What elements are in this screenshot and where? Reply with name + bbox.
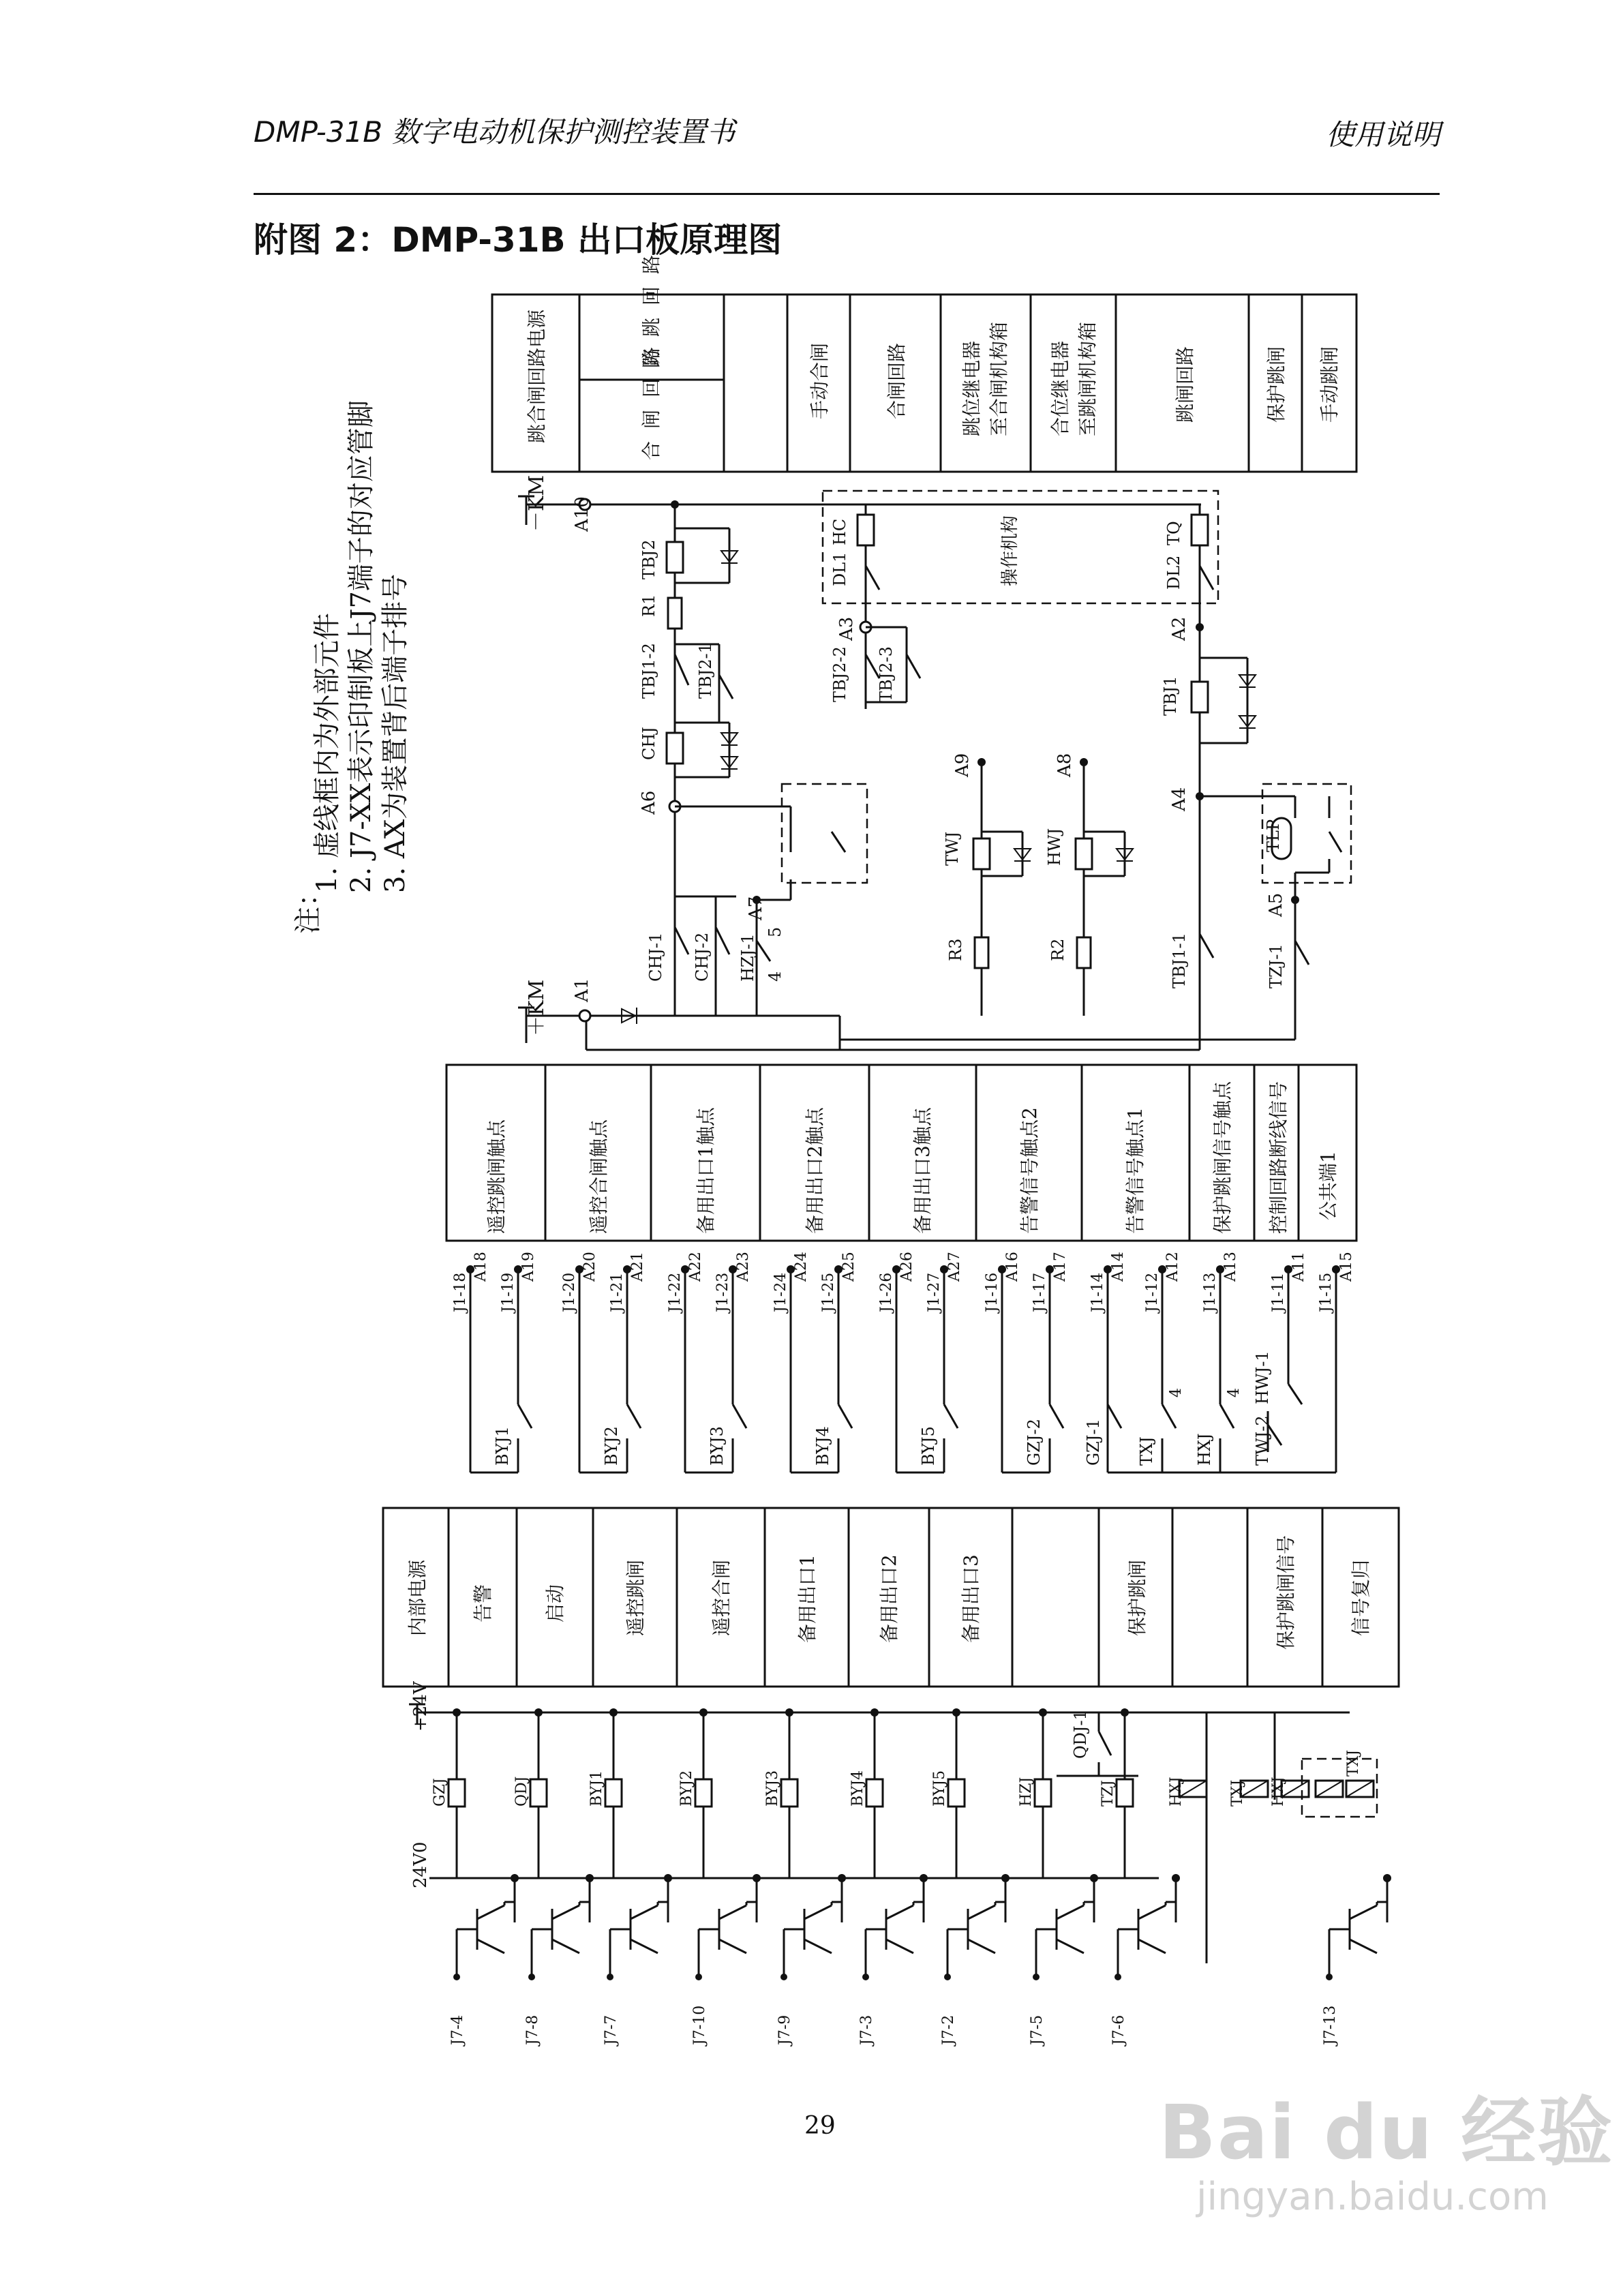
header-right-label: 使用说明 [1325, 118, 1440, 151]
pin-a-label: A21 [629, 1252, 646, 1282]
pin-j-label: J1-12 [1144, 1272, 1161, 1312]
pin-a-label: A23 [735, 1252, 752, 1282]
relay-coil [513, 1708, 547, 1878]
pin-j-label: J1-13 [1202, 1272, 1219, 1312]
pin-a-label: A15 [1338, 1252, 1355, 1282]
terminal-a3: A3 [836, 616, 857, 641]
tbj1-coil: TBJ1 [1161, 676, 1180, 716]
coil-label: BYJ5 [931, 1770, 948, 1807]
bottom-table-cell-4: 遥控合闸 [710, 1559, 733, 1636]
relay-coil [431, 1708, 465, 1878]
dl1-contact: DL1 [830, 552, 849, 586]
notes-prefix: 注： [292, 879, 324, 934]
tq-coil: TQ [1164, 521, 1183, 545]
r1-resistor: R1 [639, 594, 658, 617]
r3-resistor: R3 [946, 938, 965, 961]
relay-coil [849, 1708, 883, 1878]
pin-j-label: J1-22 [667, 1272, 684, 1312]
byj2-label: BYJ2 [602, 1426, 621, 1466]
pin-a-label: A20 [581, 1252, 598, 1282]
terminal-a8: A8 [1055, 753, 1075, 777]
tbj1-2-contact: TBJ1-2 [639, 643, 658, 699]
dl2-contact: DL2 [1164, 555, 1183, 590]
pin-j-label: J1-19 [500, 1272, 517, 1312]
driver-transistor [524, 1874, 594, 2046]
chj-coil: CHJ [639, 727, 658, 760]
note-3: 3. AX为装置背后端子排号 [380, 573, 411, 893]
byj5-group [896, 1312, 958, 1472]
top-table-cell-6a: 合位继电器 [1049, 340, 1072, 436]
driver-transistor [603, 1874, 672, 2046]
coil-label: HXJ [1168, 1777, 1185, 1807]
bottom-table-cell-0: 内部电源 [406, 1559, 429, 1636]
driver-transistor [1029, 1874, 1098, 2046]
mid-table-cell-3: 备用出口2触点 [804, 1107, 826, 1234]
top-table [492, 243, 1356, 472]
terminal-a10: A10 [572, 496, 592, 532]
figure-title: 附图 2：DMP-31B 出口板原理图 [254, 220, 783, 260]
mechanism-label: 操作机构 [1000, 515, 1020, 586]
bottom-table-cell-6: 备用出口2 [878, 1554, 900, 1643]
pin-j-label: J1-26 [878, 1272, 895, 1312]
coil-label: GZJ [431, 1778, 449, 1807]
hwj-1-label: HWJ-1 [1253, 1350, 1272, 1404]
relay-coil [1229, 1780, 1268, 1807]
terminal-a2: A2 [1169, 616, 1189, 641]
relay-coil [764, 1708, 798, 1878]
top-circuit [518, 475, 1351, 1050]
top-table-cell-7: 跳闸回路 [1174, 346, 1196, 423]
terminal-a6: A6 [639, 790, 659, 815]
pin-j-label: J1-24 [772, 1272, 789, 1312]
twj-coil: TWJ [943, 831, 962, 866]
top-table-cell-0: 跳合闸回路电源 [526, 309, 548, 443]
mid-table-cell-5: 告警信号触点2 [1018, 1107, 1041, 1234]
byj1-group [470, 1312, 532, 1472]
terminal-a9: A9 [952, 753, 973, 777]
gzj-group [1002, 1312, 1121, 1472]
relay-coil [1018, 1708, 1051, 1878]
driver-transistor [1322, 1874, 1391, 2046]
coil-label: BYJ3 [764, 1770, 781, 1807]
pin-a-label: A14 [1110, 1252, 1127, 1282]
tbj2-1-contact: TBJ2-1 [696, 643, 715, 699]
relay-coil [588, 1708, 622, 1878]
terminal-a4: A4 [1169, 787, 1189, 811]
pin-4-mid-a: 4 [1168, 1388, 1185, 1398]
top-table-cell-5b: 至合闸机构箱 [988, 321, 1010, 436]
watermark-logo: Bai du 经验 [1159, 2089, 1614, 2176]
pin-a-label: A12 [1164, 1252, 1181, 1282]
twj-2-label: TWJ-2 [1253, 1415, 1272, 1466]
bottom-table-cell-9: 保护跳闸 [1126, 1559, 1149, 1636]
pin-a-label: A18 [472, 1252, 489, 1282]
pin-4-mid-b: 4 [1226, 1388, 1243, 1398]
coil-label: TXJ [1229, 1779, 1246, 1807]
note-1: 1. 虚线框内为外部元件 [312, 613, 343, 893]
top-table-cell-8: 保护跳闸 [1265, 346, 1288, 423]
top-table-cell-3: 手动合闸 [808, 342, 831, 419]
driver-pin-label: J7-3 [858, 2014, 875, 2045]
notes-block [292, 400, 411, 934]
gzj-1-label: GZJ-1 [1084, 1419, 1103, 1466]
mid-circuit [452, 1252, 1355, 1472]
top-table-cell-9: 手动跳闸 [1318, 346, 1341, 423]
pin-a-label: A17 [1052, 1252, 1069, 1282]
operating-mechanism-box [823, 491, 1218, 603]
top-table-cell-1b: 合闸回路 [640, 334, 663, 460]
bottom-circuit [409, 1680, 1391, 2046]
top-table-cell-6b: 至跳闸机构箱 [1076, 321, 1099, 436]
hwj-coil: HWJ [1045, 828, 1064, 866]
top-table-cell-5a: 跳位继电器 [960, 340, 983, 436]
txj-contact-label: TXJ [1137, 1436, 1156, 1466]
coil-label: QDJ [513, 1776, 530, 1807]
byj3-group [685, 1312, 746, 1472]
bottom-table-cell-11: 保护跳闸信号 [1275, 1535, 1297, 1650]
relay-coil [1270, 1777, 1309, 1807]
bottom-table-cell-12: 信号复归 [1350, 1559, 1372, 1636]
driver-pin-label: J7-8 [524, 2014, 541, 2045]
mid-table-cell-9: 公共端1 [1317, 1151, 1339, 1220]
tbj2-coil: TBJ2 [639, 539, 658, 579]
bottom-table-cell-7: 备用出口3 [960, 1554, 982, 1643]
mid-table-cell-8: 控制回路断线信号 [1267, 1081, 1290, 1234]
relay-coil [931, 1708, 965, 1878]
tlp-label: TLP [1264, 819, 1283, 852]
r2-resistor: R2 [1048, 938, 1067, 961]
byj4-group [791, 1312, 852, 1472]
pin-a-label: A24 [793, 1252, 810, 1282]
terminal-a7: A7 [746, 896, 766, 920]
pin-a-label: A27 [946, 1252, 963, 1282]
rail-24v-label: +24V [410, 1681, 431, 1732]
driver-transistor [940, 1874, 1010, 2046]
tbj2-3-contact: TBJ2-3 [877, 646, 896, 702]
byj5-label: BYJ5 [919, 1426, 938, 1466]
tzj-1-contact: TZJ-1 [1266, 943, 1286, 988]
terminal-a1: A1 [572, 978, 592, 1002]
relay-coil [678, 1708, 712, 1878]
pin-a-label: A25 [840, 1252, 858, 1282]
byj3-label: BYJ3 [708, 1426, 727, 1466]
pin-4-top: 4 [765, 971, 785, 982]
mid-table-cell-2: 备用出口1触点 [695, 1107, 717, 1234]
header-title: DMP-31B 数字电动机保护测控装置书 [254, 115, 735, 149]
driver-transistor [691, 1874, 761, 2046]
tbj2-2-contact: TBJ2-2 [830, 646, 849, 702]
tbj1-1-contact: TBJ1-1 [1170, 933, 1189, 988]
driver-pin-label: J7-10 [691, 2005, 708, 2045]
coil-label: BYJ1 [588, 1770, 605, 1807]
pin-j-label: J1-20 [561, 1272, 578, 1312]
driver-pin-label: J7-5 [1029, 2014, 1046, 2045]
pin-a-label: A13 [1222, 1252, 1239, 1282]
mid-table [446, 1065, 1356, 1241]
pin-j-label: J1-27 [926, 1272, 943, 1312]
neg-rail-label: －KM [525, 474, 549, 532]
pin-a-label: A16 [1004, 1252, 1021, 1282]
mid-table-cell-7: 保护跳闸信号触点 [1211, 1081, 1234, 1234]
chj-1-contact: CHJ-1 [646, 932, 665, 982]
chj-2-contact: CHJ-2 [693, 932, 712, 982]
pin-j-label: J1-16 [984, 1272, 1001, 1312]
driver-pin-label: J7-9 [776, 2014, 793, 2045]
bottom-table-cell-1: 告警 [472, 1584, 494, 1622]
pos-rail-label: ＋KM [525, 979, 549, 1036]
coil-label: BYJ4 [849, 1770, 866, 1807]
driver-transistor [449, 1874, 519, 2046]
relay-coil [1168, 1777, 1207, 1807]
coil-label: HZJ [1018, 1777, 1035, 1807]
terminal-a5: A5 [1266, 892, 1286, 917]
gzj-2-label: GZJ-2 [1025, 1419, 1044, 1466]
pin-j-label: J1-21 [609, 1272, 626, 1312]
mid-table-cell-0: 遥控跳闸触点 [485, 1119, 508, 1234]
coil-label: TZJ [1099, 1780, 1117, 1807]
pin-j-label: J1-17 [1031, 1272, 1048, 1312]
pin-j-label: J1-18 [452, 1272, 469, 1312]
driver-pin-label: J7-4 [449, 2014, 466, 2045]
pin-j-label: J1-25 [820, 1272, 837, 1312]
watermark-url: jingyan.baidu.com [1196, 2175, 1549, 2219]
txj-coil-b: TXJ [1345, 1749, 1362, 1777]
hzj-1-contact: HZJ-1 [738, 933, 757, 982]
mid-table-cell-1: 遥控合闸触点 [588, 1119, 610, 1234]
pin-5-top: 5 [765, 926, 785, 937]
driver-pin-label: J7-6 [1110, 2014, 1127, 2045]
coil-label: BYJ2 [678, 1770, 695, 1807]
mid-table-cell-4: 备用出口3触点 [911, 1107, 934, 1234]
pin-a-label: A11 [1290, 1252, 1307, 1282]
driver-pin-label: J7-2 [940, 2014, 957, 2045]
pin-a-label: A22 [687, 1252, 704, 1282]
pin-j-label: J1-15 [1318, 1272, 1335, 1312]
byj4-label: BYJ4 [813, 1426, 832, 1466]
top-table-cell-4: 合闸回路 [885, 342, 908, 419]
driver-pin-label: J7-7 [603, 2014, 620, 2045]
bottom-table-cell-3: 遥控跳闸 [624, 1559, 647, 1636]
hxj-contact-label: HXJ [1195, 1433, 1214, 1466]
driver-transistor [858, 1874, 928, 2046]
note-2: 2. J7-XX表示印制板上J7端子的对应管脚 [346, 400, 377, 893]
hc-coil: HC [830, 518, 849, 545]
rail-24v0-label: 24V0 [410, 1841, 431, 1888]
page-number: 29 [804, 2112, 836, 2140]
pin-a-label: A19 [520, 1252, 537, 1282]
pin-a-label: A26 [898, 1252, 915, 1282]
bottom-table [383, 1508, 1399, 1687]
bottom-table-cell-5: 备用出口1 [796, 1554, 819, 1643]
pin-j-label: J1-11 [1270, 1272, 1287, 1312]
driver-pin-label: J7-13 [1322, 2005, 1339, 2045]
byj2-group [579, 1312, 641, 1472]
byj1-label: BYJ1 [493, 1426, 512, 1466]
pin-j-label: J1-14 [1089, 1272, 1106, 1312]
pin-j-label: J1-23 [714, 1272, 731, 1312]
qdj-1-contact: QDJ-1 [1071, 1710, 1090, 1759]
bottom-table-cell-2: 启动 [544, 1584, 566, 1622]
coil-label: HXJ [1270, 1777, 1287, 1807]
twj-hwj-group [1253, 1312, 1336, 1472]
mid-table-cell-6: 告警信号触点1 [1124, 1107, 1147, 1234]
driver-transistor [1110, 1874, 1180, 2046]
relay-coil [1099, 1708, 1133, 1878]
driver-transistor [776, 1874, 846, 2046]
top-table-cell-1a: 防跳回路 [640, 242, 663, 368]
